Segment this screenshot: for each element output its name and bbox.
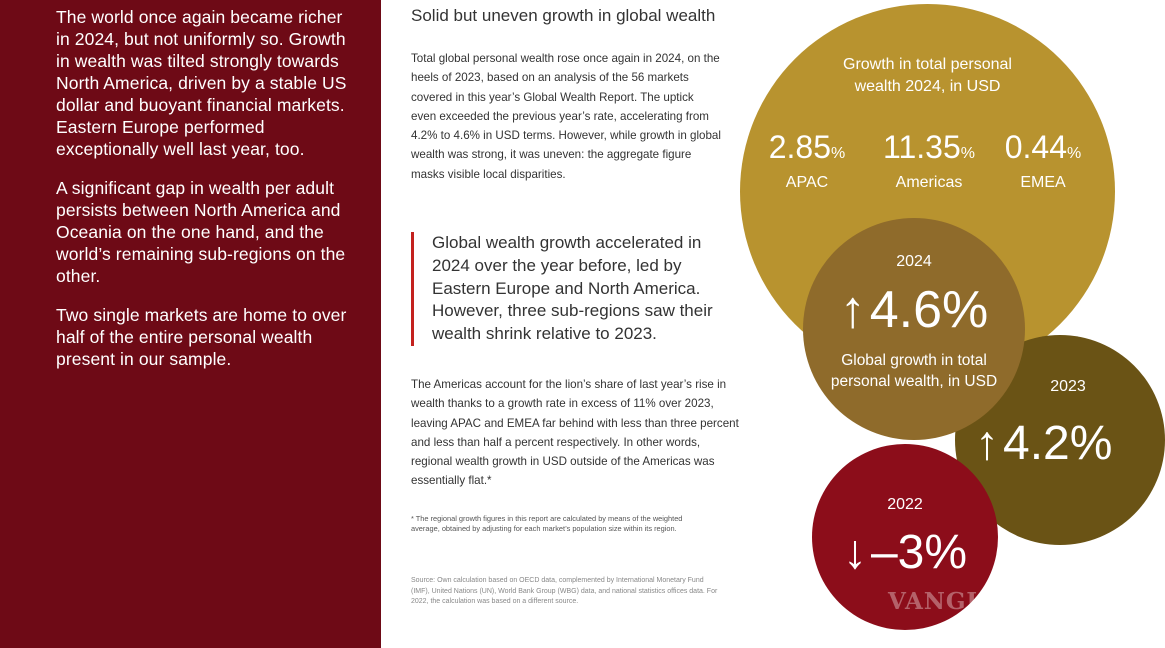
- stat-emea-value-line: [988, 127, 1098, 174]
- page-title: Solid but uneven growth in global wealth: [411, 6, 716, 25]
- growth-2024-circle: [803, 218, 1025, 440]
- stat-apac-value-line: [752, 127, 862, 174]
- growth-2024-value-line: [803, 280, 1025, 340]
- stat-americas-label: Americas: [895, 174, 963, 191]
- regional-growth-header: [740, 54, 1115, 98]
- stat-emea-label: EMEA: [1020, 174, 1066, 191]
- growth-2024-description: [803, 350, 1025, 392]
- intro-paragraph: Total global personal wealth rose once again in 2024, on the heels of 2023, based on an analysis of the 56 markets covered in this year’s Global Wealth Report. The uptick even exceeded the previous year’s rate, accelerating from 4.2% to 4.6% in USD terms. However, while growth in global wealth was strong, it was uneven: the aggregate figure masks visible local disparities.: [411, 52, 721, 181]
- growth-2023-value-line: [975, 415, 1165, 473]
- growth-2024-description-text: Global growth in total personal wealth, in USD: [830, 352, 998, 390]
- footnote: * The regional growth figures in this report are calculated by means of the weighted average, obtained by adjusting for each market’s population size within its region.: [411, 514, 683, 533]
- stat-apac-value: 2.85: [768, 129, 832, 165]
- year-2024-label: 2024: [896, 253, 932, 270]
- arrow-up-icon: ↑: [975, 417, 999, 470]
- stat-apac: [752, 127, 862, 192]
- growth-2022-value-line: [812, 524, 998, 582]
- stat-apac-label: APAC: [785, 174, 829, 191]
- growth-2023-value: 4.2%: [1003, 417, 1113, 470]
- arrow-down-icon: ↓: [842, 526, 867, 579]
- stat-emea-unit: %: [1067, 145, 1082, 162]
- stat-emea: [988, 127, 1098, 192]
- stat-americas-value: 11.35: [883, 129, 961, 165]
- stat-americas-unit: %: [960, 145, 975, 162]
- stat-americas-value-line: [866, 127, 992, 174]
- sidebar-paragraph-1: The world once again became richer in 2024, but not uniformly so. Growth in wealth was tilted strongly towards North America, driven by a stable US dollar and buoyant financial markets. Eastern Europe performed exceptionally well last year, too.: [56, 7, 347, 159]
- regional-growth-header-text: Growth in total personal wealth 2024, in USD: [843, 56, 1012, 95]
- sidebar-paragraph-2: A significant gap in wealth per adult persists between North America and Oceania on the one hand, and the world’s remaining sub-regions on the other.: [56, 178, 346, 286]
- year-2023-label: 2023: [1050, 378, 1086, 395]
- sidebar-panel: [0, 0, 381, 648]
- pull-quote: Global wealth growth accelerated in 2024 over the year before, led by Eastern Europe and North America. However, three sub-regions saw their wealth shrink relative to 2023.: [411, 232, 741, 346]
- sidebar-paragraph-3: Two single markets are home to over half of the entire personal wealth present in our sample.: [56, 305, 347, 369]
- growth-2022-value: –3%: [870, 526, 968, 579]
- stat-apac-unit: %: [831, 145, 846, 162]
- body-paragraph: The Americas account for the lion’s share of last year’s rise in wealth thanks to a growth rate in excess of 11% over 2023, leaving APAC and EMEA far behind with less than three percent and less than half a percent respectively. In other words, regional wealth growth in USD outside of the Americas was essentially flat.*: [411, 378, 739, 488]
- stat-americas: [866, 127, 992, 192]
- arrow-up-icon: ↑: [839, 281, 866, 339]
- watermark-logo: VANGUARDIA: [888, 588, 1078, 615]
- source-note: Source: Own calculation based on OECD data, complemented by International Monetary Fund (IMF), United Nations (UN), World Bank Group (WBG) data, and national statistics offices data. For 2022, the calculation was based on a different source.: [411, 577, 718, 605]
- growth-2024-value: 4.6%: [869, 281, 989, 339]
- stat-emea-value: 0.44: [1004, 129, 1068, 165]
- year-2022-label: 2022: [887, 496, 923, 513]
